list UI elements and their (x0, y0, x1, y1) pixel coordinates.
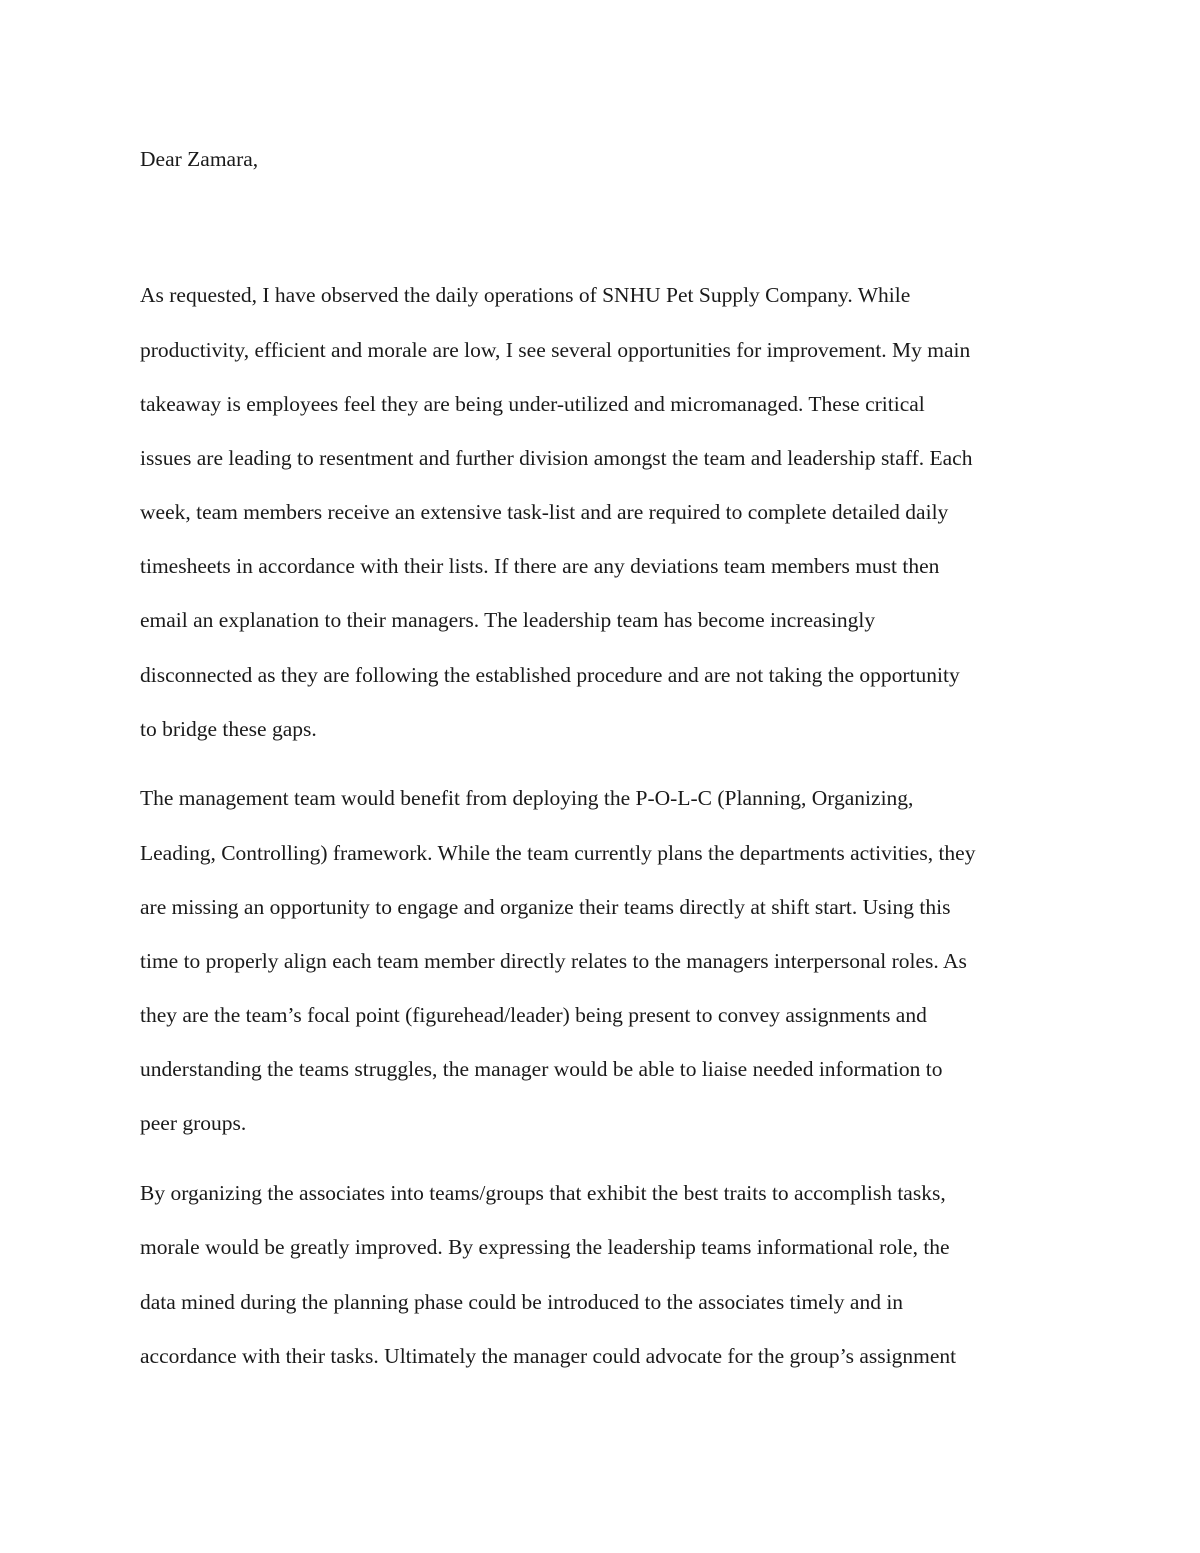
text-line: understanding the teams struggles, the manager would be able to liaise needed information to (140, 1057, 943, 1081)
text-line: accordance with their tasks. Ultimately the manager could advocate for the group’s assignment (140, 1344, 957, 1368)
text-line: to bridge these gaps. (140, 717, 317, 741)
text-line: timesheets in accordance with their lists. If there are any deviations team members must then (140, 554, 940, 578)
text-line: issues are leading to resentment and further division amongst the team and leadership staff. Each (140, 446, 973, 470)
text-line: email an explanation to their managers. The leadership team has become increasingly (140, 608, 876, 632)
text-line: The management team would benefit from deploying the P-O-L-C (Planning, Organizing, (140, 786, 914, 810)
text-line: takeaway is employees feel they are being under-utilized and micromanaged. These critical (140, 392, 925, 416)
text-line: Leading, Controlling) framework. While the team currently plans the departments activities, they (140, 841, 976, 865)
salutation: Dear Zamara, (140, 147, 259, 171)
text-line: morale would be greatly improved. By expressing the leadership teams informational role, the (140, 1235, 950, 1259)
text-line: are missing an opportunity to engage and organize their teams directly at shift start. Using this (140, 895, 951, 919)
text-line: As requested, I have observed the daily operations of SNHU Pet Supply Company. While (140, 283, 911, 307)
text-line: time to properly align each team member directly relates to the managers interpersonal roles. As (140, 949, 967, 973)
text-line: they are the team’s focal point (figurehead/leader) being present to convey assignments and (140, 1003, 927, 1027)
text-line: By organizing the associates into teams/groups that exhibit the best traits to accomplish tasks, (140, 1181, 946, 1205)
text-line: disconnected as they are following the established procedure and are not taking the opportunity (140, 663, 960, 687)
text-line: peer groups. (140, 1111, 247, 1135)
text-line: data mined during the planning phase could be introduced to the associates timely and in (140, 1290, 904, 1314)
text-line: productivity, efficient and morale are low, I see several opportunities for improvement. My main (140, 338, 971, 362)
text-line: week, team members receive an extensive task-list and are required to complete detailed daily (140, 500, 949, 524)
